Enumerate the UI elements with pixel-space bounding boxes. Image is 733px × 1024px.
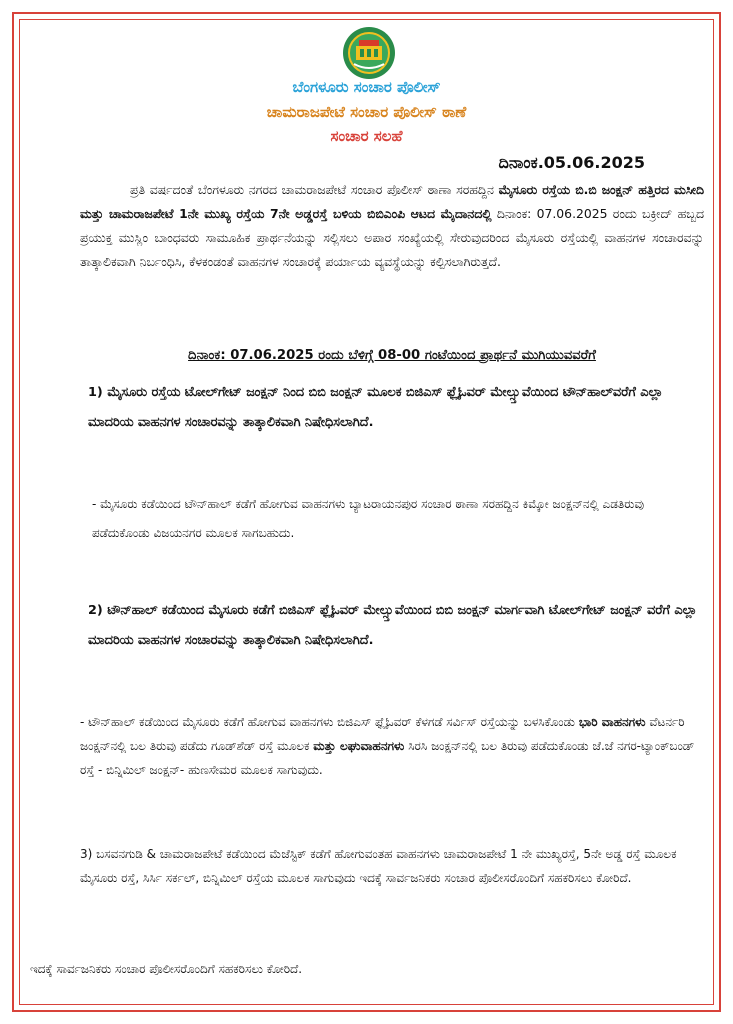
intro-paragraph: ಪ್ರತಿ ವರ್ಷದಂತೆ ಬೆಂಗಳೂರು ನಗರದ ಚಾಮರಾಜಪೇಟೆ ಸಂಚಾರ ಪೊಲೀಸ್ ಠಾಣಾ ಸರಹದ್ದಿನ ಮೈಸೂರು ರಸ್ತೆಯ ಬಿ.ಬಿ ಜಂಕ್ಷನ್ ಹತ್ತಿರದ ಮಸೀದಿ ಮತ್ತು ಚಾಮರಾಜಪೇಟೆ 1ನೇ ಮುಖ್ಯ ರಸ್ತೆಯ 7ನೇ ಅಡ್ಡರಸ್ತೆ ಬಳಿಯ ಬಿಬಿಎಂಪಿ ಆಟದ ಮೈದಾನದಲ್ಲಿ ದಿನಾಂಕ: 07.06.2025 ರಂದು ಬಕ್ರೀದ್ ಹಬ್ಬದ ಪ್ರಯುಕ್ತ ಮುಸ್ಲಿಂ ಬಾಂಧವರು ಸಾಮೂಹಿಕ ಪ್ರಾರ್ಥನೆಯನ್ನು ಸಲ್ಲಿಸಲು ಅಪಾರ ಸಂಖ್ಯೆಯಲ್ಲಿ ಸೇರುವುದರಿಂದ ಮೈಸೂರು ರಸ್ತೆಯಲ್ಲಿ ವಾಹನಗಳ ಸಂಚಾರವನ್ನು ತಾತ್ಕಾಲಿಕವಾಗಿ ನಿರ್ಬಂಧಿಸಿ, ಕೆಳಕಂಡಂತೆ ವಾಹನಗಳ ಸಂಚಾರಕ್ಕೆ ಪರ್ಯಾಯ ವ್ಯವಸ್ಥೆಯನ್ನು ಕಲ್ಪಿಸಲಾಗಿರುತ್ತದೆ.	[80, 182, 704, 269]
header-title: ಬೆಂಗಳೂರು ಸಂಚಾರ ಪೊಲೀಸ್	[292, 78, 441, 96]
list-item: 2) ಟೌನ್‌ಹಾಲ್ ಕಡೆಯಿಂದ ಮೈಸೂರು ಕಡೆಗೆ ಬಿಜಿಎಸ್ ಫ್ಲೈಓವರ್ ಮೇಲ್ಸ್ತುವೆಯಿಂದ ಬಿಬಿ ಜಂಕ್ಷನ್ ಮಾರ್ಗವಾಗಿ ಟೋಲ್‌ಗೇಟ್ ಜಂಕ್ಷನ್ ವರೆಗೆ ಎಲ್ಲಾ ಮಾದರಿಯ ವಾಹನಗಳ ಸಂಚಾರವನ್ನು ತಾತ್ಕಾಲಿಕವಾಗಿ ನಿಷೇಧಿಸಲಾಗಿದೆ.	[88, 603, 697, 648]
list-item-note: - ಟೌನ್‌ಹಾಲ್ ಕಡೆಯಿಂದ ಮೈಸೂರು ಕಡೆಗೆ ಹೋಗುವ ವಾಹನಗಳು ಬಿಜಿಎಸ್ ಫ್ಲೈಓವರ್ ಕೆಳಗಡೆ ಸರ್ವಿಸ್ ರಸ್ತೆಯನ್ನು ಬಳಸಿಕೊಂಡು ಭಾರಿ ವಾಹನಗಳು ವೆಟರ್ನರಿ ಜಂಕ್ಷನ್‌ನಲ್ಲಿ ಬಲ ತಿರುವು ಪಡೆದು ಗೂಡ್‌ಶೆಡ್ ರಸ್ತೆ ಮೂಲಕ ಮತ್ತು ಲಘುವಾಹನಗಳು ಸಿರಸಿ ಜಂಕ್ಷನ್‌ನಲ್ಲಿ ಬಲ ತಿರುವು ಪಡೆದುಕೊಂಡು ಜೆ.ಜೆ ನಗರ-ಟ್ಯಾಂಕ್‌ಬಂಡ್ ರಸ್ತೆ - ಬಿನ್ನಿಮಿಲ್ ಜಂಕ್ಷನ್- ಹುಣಸೇಮರ ಮೂಲಕ ಸಾಗುವುದು.	[80, 715, 695, 777]
list-item-note: - ಮೈಸೂರು ಕಡೆಯಿಂದ ಟೌನ್‌ಹಾಲ್ ಕಡೆಗೆ ಹೋಗುವ ವಾಹನಗಳು ಬ್ಯಾಟರಾಯನಪುರ ಸಂಚಾರ ಠಾಣಾ ಸರಹದ್ದಿನ ಕಿಮ್ಕೋ ಜಂಕ್ಷನ್‌ನಲ್ಲಿ ಎಡತಿರುವು ಪಡೆದುಕೊಂಡು ವಿಜಯನಗರ ಮೂಲಕ ಸಾಗಬಹುದು.	[92, 497, 645, 540]
header-advisory: ಸಂಚಾರ ಸಲಹೆ	[330, 127, 403, 145]
document-date: ದಿನಾಂಕ.05.06.2025	[498, 153, 645, 172]
list-item: 3) ಬಸವನಗುಡಿ & ಚಾಮರಾಜಪೇಟೆ ಕಡೆಯಿಂದ ಮೆಜೆಸ್ಟಿಕ್ ಕಡೆಗೆ ಹೋಗುವಂತಹ ವಾಹನಗಳು ಚಾಮರಾಜಪೇಟೆ 1 ನೇ ಮುಖ್ಯರಸ್ತೆ, 5ನೇ ಅಡ್ಡ ರಸ್ತೆ ಮೂಲಕ ಮೈಸೂರು ರಸ್ತೆ, ಸಿರ್ಸಿ ಸರ್ಕಲ್, ಬಿನ್ನಿಮಿಲ್ ರಸ್ತೆಯ ಮೂಲಕ ಸಾಗುವುದು ಇದಕ್ಕೆ ಸಾರ್ವಜನಿಕರು ಸಂಚಾರ ಪೊಲೀಸರೊಂದಿಗೆ ಸಹಕರಿಸಲು ಕೋರಿದೆ.	[80, 847, 677, 885]
intro-location: ಮೈಸೂರು ರಸ್ತೆಯ ಬಿ.ಬಿ ಜಂಕ್ಷನ್ ಹತ್ತಿರದ ಮಸೀದಿ ಮತ್ತು ಚಾಮರಾಜಪೇಟೆ 1ನೇ ಮುಖ್ಯ ರಸ್ತೆಯ 7ನೇ ಅಡ್ಡರಸ್ತೆ ಬಳಿಯ ಬಿಬಿಎಂಪಿ ಆಟದ ಮೈದಾನದಲ್ಲಿ	[80, 182, 704, 221]
closing-line: ಇದಕ್ಕೆ ಸಾರ್ವಜನಿಕರು ಸಂಚಾರ ಪೊಲೀಸರೊಂದಿಗೆ ಸಹಕರಿಸಲು ಕೋರಿದೆ.	[30, 962, 303, 976]
list-item: 1) ಮೈಸೂರು ರಸ್ತೆಯ ಟೋಲ್‌ಗೇಟ್ ಜಂಕ್ಷನ್ ನಿಂದ ಬಿಬಿ ಜಂಕ್ಷನ್ ಮೂಲಕ ಬಿಜಿಎಸ್ ಫ್ಲೈಓವರ್ ಮೇಲ್ಸ್ತುವೆಯಿಂದ ಟೌನ್‌ಹಾಲ್‌ವರೆಗೆ ಎಲ್ಲಾ ಮಾದರಿಯ ವಾಹನಗಳ ಸಂಚಾರವನ್ನು ತಾತ್ಕಾಲಿಕವಾಗಿ ನಿಷೇಧಿಸಲಾಗಿದೆ.	[88, 385, 663, 430]
header-station: ಚಾಮರಾಜಪೇಟೆ ಸಂಚಾರ ಪೊಲೀಸ್ ಠಾಣೆ	[266, 103, 467, 121]
police-emblem-icon	[342, 26, 396, 80]
section-heading: ದಿನಾಂಕ: 07.06.2025 ರಂದು ಬೆಳಿಗ್ಗೆ 08-00 ಗಂಟೆಯಿಂದ ಪ್ರಾರ್ಥನೆ ಮುಗಿಯುವವರೆಗೆ	[188, 348, 596, 363]
